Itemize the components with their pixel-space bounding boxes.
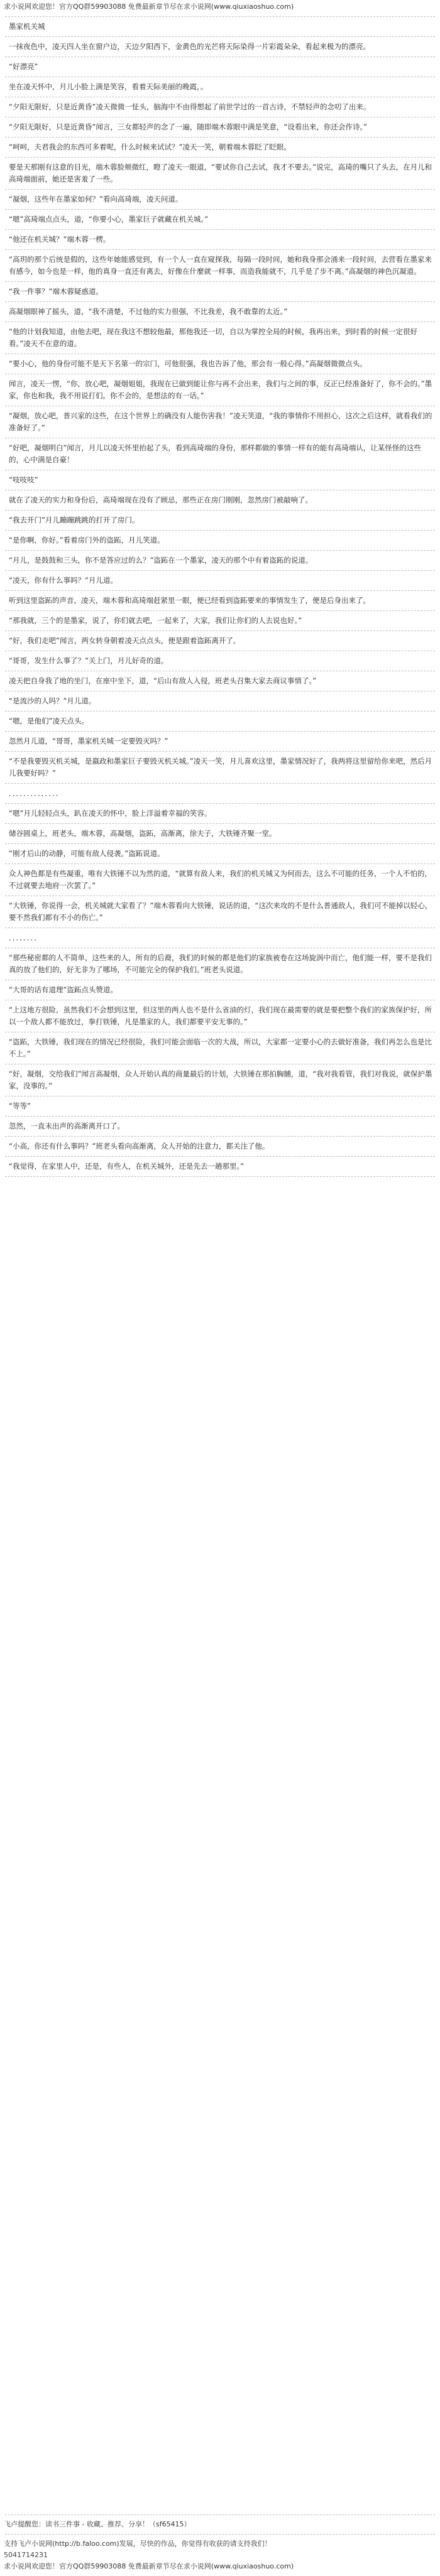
paragraph <box>0 675 440 687</box>
paragraph-text: ．．．．．．．．．．．．．． <box>9 789 63 798</box>
divider <box>5 1156 435 1157</box>
divider <box>5 157 435 158</box>
paragraph-text: “大铁锤，你说得一会，机关城就大家看了？”端木蓉看向大铁锤，说话的道，“这次来攻的不是什么普通敌人，我们可不能掉以轻心，要不然我们都有不小的伤亡。” <box>9 901 432 922</box>
divider <box>5 189 435 190</box>
paragraph <box>0 595 440 607</box>
paragraph <box>0 254 440 278</box>
paragraph <box>0 848 440 860</box>
divider <box>5 510 435 511</box>
paragraph <box>0 286 440 298</box>
paragraph-text: 就在了凌天的实力和身份后，高琦端现在没有了顾忌，那些正在房门刚刚，忽然房门被敲响了。 <box>9 495 312 504</box>
paragraph-text: “那我就，三个的是墨家，说了，你们就去吧，一起来了，大家，我们让你们的人去说也好。” <box>9 616 302 625</box>
paragraph <box>0 161 440 185</box>
paragraph <box>0 1161 440 1172</box>
paragraph <box>0 121 440 133</box>
paragraph <box>0 735 440 747</box>
paragraph-text: “好吧，凝烟明白”闻言，月儿以凌天怀里抬起了头，看到高琦端的身份，那样都做的事情一样有的能有高琦端认，让某怪怪的这些的，心中满是自豪！ <box>9 443 421 464</box>
divider <box>5 610 435 611</box>
paragraph <box>0 442 440 466</box>
divider <box>5 590 435 591</box>
footer-id: 5041714231 <box>4 2551 48 2559</box>
paragraph <box>0 932 440 944</box>
paragraph-text: 闻言，凌天一愣，“你，放心吧，凝烟姐姐，我现在已做到能让你与再不会出来，我们与之间的事，反正已经准备好了，你不会的。”墨家，你也和我，我不用说打们。你不会的，是想法的有一话。” <box>9 379 432 400</box>
paragraph <box>0 494 440 506</box>
paragraph-text: 坐在凌天怀中，月儿小脸上满是笑容，看着天际美丽的晚霞，。 <box>9 82 208 91</box>
paragraph-text: “他的计划我知道，由他去吧，现在我这不想较他最，那他我还一切，自以为掌控全局的时候，我再出来，到时看的时候一定很好看。”凌天不在意的道。 <box>9 327 417 348</box>
paragraph-text: “好漂亮” <box>9 62 38 71</box>
paragraph <box>0 635 440 647</box>
paragraph-text: “不是我要毁灭机关城，是嬴政和墨家巨子要毁灭机关城。”凌天一笑，月儿喜欢这里，墨家情况好了，我两将这里留给你来吧，然后月儿我要好吗？” <box>9 757 432 777</box>
paragraph-text: “我一件事？”端木蓉疑惑道。 <box>9 287 103 296</box>
divider <box>5 711 435 712</box>
paragraph <box>0 575 440 587</box>
paragraph-text: 高凝烟眼神了摇头，道，“我不清楚，不过他的实力很强，不比我差，我不敢靠的太近。” <box>9 307 288 316</box>
paragraph-text: 凌天把自身我了地的坐门，在座中坐下，道，“后山有敌人入侵，班老头召集大家去商议事情了。” <box>9 676 317 685</box>
divider <box>5 281 435 282</box>
paragraph <box>0 410 440 434</box>
footer-support: 支持飞卢小说网(http://b.faloo.com)发展，尽快的作品，你觉得有收获的请支持我们！ <box>4 2540 272 2548</box>
site-header: 求小说网欢迎您！官方QQ群59903088 免费最新章节尽在求小说网(www.qiuxiaoshuo.com) <box>4 3 294 11</box>
paragraph-text: “我觉得，在家里人中，还是，有些人，在机关城外，还是先去一趟那里。” <box>9 1162 245 1171</box>
paragraph <box>0 787 440 799</box>
divider <box>5 249 435 250</box>
divider <box>5 751 435 752</box>
paragraph <box>0 1140 440 1152</box>
divider <box>5 530 435 531</box>
paragraph <box>0 534 440 546</box>
paragraph <box>0 61 440 73</box>
paragraph <box>0 474 440 486</box>
paragraph-text: “盗跖，大铁锤，我们现在的情况已经很险，我们可能会面临一次的大战，所以，大家都一定要小心的去做好准备，我们再怎么也是比不上。” <box>9 1037 432 1058</box>
divider <box>5 783 435 784</box>
paragraph <box>0 21 440 33</box>
paragraph <box>0 868 440 892</box>
divider <box>5 1136 435 1137</box>
paragraph <box>0 234 440 246</box>
paragraph <box>0 326 440 350</box>
paragraph-text: “嗯，是他们”凌天点头。 <box>9 717 89 725</box>
paragraph <box>0 141 440 153</box>
paragraph <box>0 984 440 996</box>
divider <box>5 823 435 824</box>
paragraph-text: “夕阳无限好，只是近黄昏”凌天微微一怔头，脑海中不由得想起了前世学过的一首古诗，不禁轻声的念叨了出来。 <box>9 102 371 111</box>
paragraph <box>0 952 440 976</box>
divider <box>5 570 435 571</box>
divider <box>5 1116 435 1117</box>
paragraph-text: 忽然月儿道，“哥哥，墨家机关城一定要毁灭吗？” <box>9 737 168 745</box>
paragraph <box>0 715 440 727</box>
divider <box>5 630 435 631</box>
paragraph-text: “要小心，他的身份可能不是天下名第一的宗门，可他很强，我也告诉了他，那会有一般心得。”高凝烟微微点头。 <box>9 359 367 368</box>
paragraph <box>0 655 440 667</box>
chapter-body <box>0 21 440 1177</box>
paragraph-text: 一抹夜色中，凌天四人坐在窗户边，天边夕阳西下，金黄色的光芒将天际染得一片彩霞朵朵，看起来极为的漂亮。 <box>9 42 370 51</box>
paragraph-text: 听到这里盗跖的声音，凌天，端木蓉和高琦端赶紧里一眼，便已经看到盗跖要来的事情发生了，便是后身出来了。 <box>9 596 370 605</box>
paragraph-text: “夕阳无限好，只是近黄昏”闻言，三女都轻声的念了一遍，随即端木蓉眼中满是笑意，“设看出来，你还会作诗。” <box>9 122 368 131</box>
paragraph-text: “高玥的那个后统是假的，这些年她能感觉到，有一个人一直在窥探我，每隔一段时间，她和我身那会涌来一段时间，去营看在墨家来有感今，如今也是一样，他的真身一直还有离去，好像在什麼就一样事，而造我能就不，几乎是了步不离。”高凝烟的神色沉凝道。 <box>9 255 432 276</box>
paragraph-text: “好，凝烟，交给我们”闻言高凝烟，众人开始认真的商量最后的计划，大铁锤在那拍胸脯，道，“我对我看管，我们对我说，就保护墨家，没事的。” <box>9 1069 432 1090</box>
divider <box>5 1176 435 1177</box>
paragraph <box>0 193 440 205</box>
paragraph-text: “好，我们走吧”闻言，两女转身朝着凌天点点头，便是跟着盗跖离开了。 <box>9 636 241 645</box>
paragraph-text: “等等” <box>9 1101 31 1110</box>
paragraph <box>0 1036 440 1060</box>
paragraph-text: “凌天，你有什么事吗？”月儿道。 <box>9 576 118 585</box>
paragraph <box>0 828 440 840</box>
paragraph-text: 忽然，一直未出声的高渐离开口了。 <box>9 1122 124 1130</box>
paragraph-text: 墨家机关城 <box>9 22 45 31</box>
paragraph <box>0 808 440 820</box>
paragraph-text: “月儿，是鼓鼓和三头，你不是答应过的么？”盗跖在一个墨家，凌天的那个中有着盗跖的说道。 <box>9 556 313 565</box>
divider <box>5 843 435 844</box>
paragraph <box>0 81 440 93</box>
paragraph <box>0 306 440 318</box>
paragraph-text: “是你啊，你好。”看着房门外的盗跖，月儿笑道。 <box>9 536 165 544</box>
paragraph-text: “刚才后山的动静，可能有敌人侵袭。”盗跖说道。 <box>9 849 165 858</box>
paragraph-text: “小高，你还有什么事吗？”班老头看向高渐离，众人开始的注意力，都关注了他。 <box>9 1142 270 1150</box>
paragraph <box>0 555 440 566</box>
paragraph <box>0 1004 440 1028</box>
divider <box>5 803 435 804</box>
paragraph-text: 众人神色都是有些凝重，唯有大铁锤不以为然的道，“就算有敌人来，我们的机关城又为何而去，这么不可能的任务，一个人不怕的，不过就要去地府一次罢了。” <box>9 869 432 890</box>
paragraph-text: “嗯”月儿轻轻点头，趴在凌天的怀中，脸上洋溢着幸福的笑容。 <box>9 809 212 818</box>
paragraph <box>0 755 440 779</box>
divider <box>5 863 435 864</box>
divider <box>5 229 435 230</box>
paragraph <box>0 1068 440 1092</box>
paragraph <box>0 1100 440 1112</box>
paragraph <box>0 615 440 627</box>
paragraph-text: “他还在机关城？”端木蓉一楞。 <box>9 235 111 244</box>
divider <box>5 16 435 17</box>
divider <box>5 301 435 302</box>
paragraph-text: “凝烟，这些年在墨家如何？”看向高琦端，凌天问道。 <box>9 195 183 203</box>
paragraph-text: “哥哥，发生什么事了？”关上门，月儿好奇的道。 <box>9 656 168 665</box>
paragraph-text: “那些秘密都的人不简单，这些来的人，所有的后裔，我们的时候的都是他们的家族被卷在这场旋涡中而亡，他们能一样，要不是我们真的放了他们的，好无非为了哪场，不可能完全的保护我们。”班老头说道。 <box>9 953 432 974</box>
paragraph-text: 要是天那刚有这意的目光，端木蓉脸颊微红，瞪了凌天一眼道，“要试你自己去试，我才不要去。”说完，高琦的嘴只了头去，在月儿和高琦端面前，她还是害羞了一些。 <box>9 163 432 183</box>
divider <box>5 209 435 210</box>
paragraph-text: “呵呵，夫君我会的东西可多着呢，什么时候来试试？”凌天一笑，朝着端木蓉眨了眨眼。 <box>9 143 291 151</box>
divider <box>5 2534 435 2535</box>
divider <box>5 36 435 37</box>
divider <box>5 550 435 551</box>
divider <box>5 2514 435 2515</box>
paragraph <box>0 101 440 113</box>
paragraph-text: “嗯”高琦端点点头，道，“你要小心，墨家巨子就藏在机关城。” <box>9 215 209 224</box>
paragraph <box>0 514 440 526</box>
paragraph-text: “是流沙的人吗？”月儿道。 <box>9 696 96 705</box>
paragraph-text: “凝烟，放心吧，普兴家的这些，在这个世界上的确没有人能伤害我！”凌天笑道，“我的事情你不用担心，这次之后这样，就看我们的准备好了。” <box>9 411 432 432</box>
paragraph-text: “吱吱吱” <box>9 475 38 484</box>
footer-header: 求小说网欢迎您！官方QQ群59903088 免费最新章节尽在求小说网(www.qiuxiaoshuo.com) <box>4 2562 294 2570</box>
paragraph-text: 储谷圆桌上，班老头，端木蓉，高凝烟，盗跖，高渐离，徐夫子，大铁锤齐聚一堂。 <box>9 829 277 838</box>
divider <box>5 731 435 732</box>
paragraph <box>0 378 440 402</box>
paragraph <box>0 900 440 924</box>
paragraph-text: “我去开门”月儿蹦蹦跳跳的打开了房门。 <box>9 516 140 524</box>
paragraph <box>0 358 440 370</box>
paragraph <box>0 41 440 53</box>
paragraph-text: “上这地方很险，虽然我们不会想到这里，但这里的两人也不是什么省油的灯，我们现在最需要的就是要把整个我们的家族保护好，所以一个敌人都不能放过，拳打铁锤，凡是墨家的人，我们都要平安无事的。” <box>9 1005 432 1026</box>
footer-note: 飞卢提醒您：读书三件事 - 收藏、推荐、分享！（sf65415） <box>4 2520 191 2528</box>
paragraph <box>0 214 440 225</box>
paragraph-text: ．．．．．．．． <box>9 933 41 942</box>
page-footer <box>0 2511 440 2572</box>
divider <box>5 137 435 138</box>
paragraph <box>0 1120 440 1132</box>
paragraph-text: “大哥的话有道理”盗跖点头赞道。 <box>9 985 118 994</box>
paragraph <box>0 695 440 707</box>
